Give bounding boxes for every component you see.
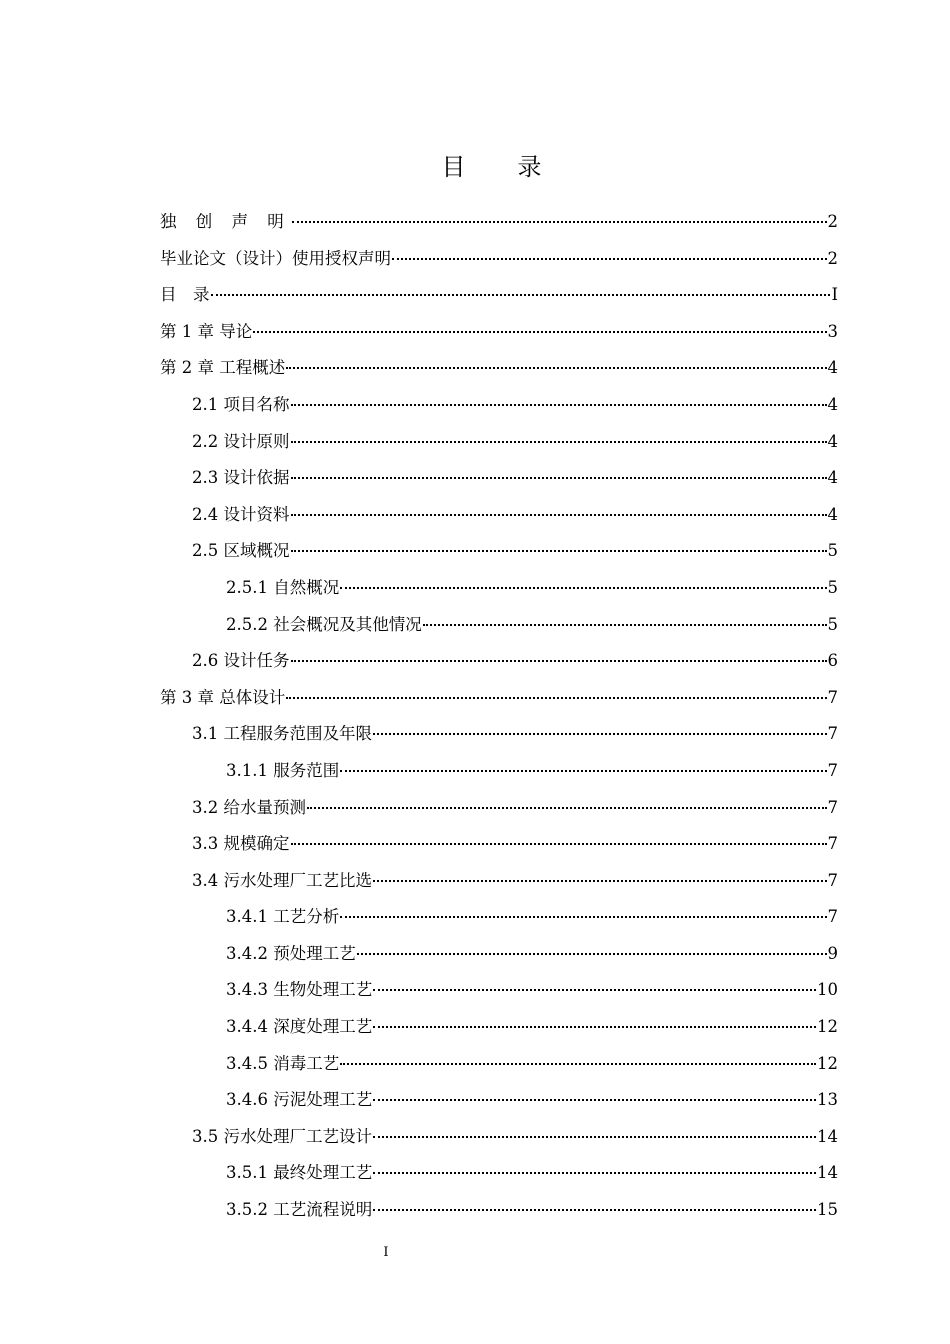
toc-leader-dots (373, 1026, 816, 1028)
toc-leader-dots (373, 880, 827, 882)
toc-leader-dots (340, 770, 826, 772)
toc-entry[interactable] (160, 460, 838, 497)
toc-entry-page: 7 (827, 797, 838, 817)
toc-entry-title: 3.4 污水处理厂工艺比选 (192, 870, 372, 890)
toc-entry[interactable] (160, 1192, 838, 1229)
toc-entry[interactable] (160, 826, 838, 863)
toc-entry-title: 3.3 规模确定 (192, 834, 290, 854)
toc-entry[interactable] (160, 424, 838, 461)
toc-leader-dots (340, 587, 826, 589)
toc-entry-title: 2.5 区域概况 (192, 541, 290, 561)
toc-leader-dots (286, 367, 826, 369)
toc-entry[interactable] (160, 753, 838, 790)
toc-leader-dots (373, 1136, 816, 1138)
toc-entry-title: 3.5.2 工艺流程说明 (226, 1200, 373, 1220)
toc-entry-page: 2 (827, 212, 838, 231)
toc-entry-page: 15 (817, 1200, 838, 1220)
footer-page-number: I (383, 1245, 389, 1260)
toc-entry[interactable] (160, 1155, 838, 1192)
toc-entry[interactable] (160, 570, 838, 607)
toc-entry[interactable] (160, 716, 838, 753)
toc-entry[interactable] (160, 350, 838, 387)
toc-entry-title: 2.1 项目名称 (192, 394, 290, 414)
toc-entry[interactable] (160, 643, 838, 680)
toc-entry[interactable] (160, 277, 838, 314)
toc-leader-dots (211, 294, 831, 296)
toc-entry-page: I (831, 285, 838, 305)
toc-entry[interactable] (160, 387, 838, 424)
toc-entry-title: 3.1 工程服务范围及年限 (192, 724, 372, 744)
toc-entry-title: 2.5.1 自然概况 (226, 577, 340, 597)
toc-entry-title: 3.4.5 消毒工艺 (226, 1053, 340, 1073)
toc-leader-dots (373, 1099, 816, 1101)
toc-leader-dots (291, 477, 827, 479)
toc-entry-page: 7 (827, 760, 838, 780)
toc-leader-dots (291, 404, 827, 406)
toc-leader-dots (292, 221, 827, 223)
toc-entry-title: 3.4.3 生物处理工艺 (226, 980, 373, 1000)
toc-entry-page: 7 (827, 907, 838, 927)
toc-entry-page: 14 (817, 1163, 838, 1183)
toc-entry-title: 第 2 章 工程概述 (160, 358, 286, 378)
toc-entry-title: 2.4 设计资料 (192, 504, 290, 524)
toc-entry-title: 毕业论文（设计）使用授权声明 (160, 248, 391, 268)
toc-entry-title: 2.5.2 社会概况及其他情况 (226, 614, 422, 634)
toc-entry-page: 12 (817, 1053, 838, 1073)
toc-entry[interactable] (160, 1009, 838, 1046)
toc-leader-dots (340, 916, 826, 918)
toc-entry-page: 10 (817, 980, 838, 1000)
toc-leader-dots (307, 807, 827, 809)
toc-entry-title: 3.4.4 深度处理工艺 (226, 1017, 373, 1037)
toc-entry-page: 7 (827, 687, 838, 707)
toc-entry[interactable] (160, 936, 838, 973)
toc-entry-page: 4 (827, 394, 838, 414)
toc-entry-page: 13 (817, 1090, 838, 1110)
toc-entry[interactable] (160, 204, 838, 241)
toc-entry-title: 3.4.1 工艺分析 (226, 907, 340, 927)
toc-entry-page: 2 (827, 248, 838, 268)
toc-leader-dots (291, 550, 827, 552)
toc-leader-dots (373, 733, 827, 735)
toc-entry-page: 7 (827, 834, 838, 854)
toc-entry-page: 3 (827, 321, 838, 341)
toc-leader-dots (291, 514, 827, 516)
toc-entry-page: 5 (827, 577, 838, 597)
toc-leader-dots (291, 441, 827, 443)
toc-leader-dots (357, 953, 827, 955)
toc-entry[interactable] (160, 497, 838, 534)
toc-entry-page: 9 (827, 943, 838, 963)
toc-leader-dots (286, 697, 826, 699)
toc-leader-dots (291, 660, 827, 662)
table-of-contents (160, 204, 838, 1229)
toc-entry[interactable] (160, 1119, 838, 1156)
toc-entry-title: 目 录 (160, 285, 210, 305)
toc-entry-title: 3.2 给水量预测 (192, 797, 306, 817)
toc-leader-dots (373, 1209, 816, 1211)
toc-entry[interactable] (160, 790, 838, 827)
toc-entry-title: 3.4.2 预处理工艺 (226, 943, 356, 963)
toc-entry-title: 3.1.1 服务范围 (226, 760, 340, 780)
toc-entry[interactable] (160, 972, 838, 1009)
toc-entry-title: 2.6 设计任务 (192, 651, 290, 671)
toc-entry-title: 独 创 声 明 (160, 212, 291, 231)
toc-entry[interactable] (160, 533, 838, 570)
toc-entry-page: 7 (827, 724, 838, 744)
toc-leader-dots (392, 258, 827, 260)
page-title: 目 录 (441, 153, 556, 181)
toc-leader-dots (340, 1063, 816, 1065)
toc-entry-title: 3.5 污水处理厂工艺设计 (192, 1126, 372, 1146)
toc-entry[interactable] (160, 680, 838, 717)
toc-entry-page: 14 (817, 1126, 838, 1146)
toc-entry-title: 第 1 章 导论 (160, 321, 253, 341)
toc-leader-dots (423, 624, 827, 626)
toc-entry-title: 第 3 章 总体设计 (160, 687, 286, 707)
toc-leader-dots (373, 1172, 816, 1174)
toc-entry[interactable] (160, 899, 838, 936)
toc-entry-page: 7 (827, 870, 838, 890)
toc-entry-page: 4 (827, 358, 838, 378)
toc-entry-title: 2.3 设计依据 (192, 468, 290, 488)
toc-entry[interactable] (160, 607, 838, 644)
toc-entry-page: 4 (827, 431, 838, 451)
toc-entry-title: 2.2 设计原则 (192, 431, 290, 451)
toc-entry-title: 3.4.6 污泥处理工艺 (226, 1090, 373, 1110)
toc-entry-page: 5 (827, 541, 838, 561)
toc-entry-page: 5 (827, 614, 838, 634)
toc-entry-title: 3.5.1 最终处理工艺 (226, 1163, 373, 1183)
toc-leader-dots (291, 843, 827, 845)
toc-leader-dots (253, 331, 826, 333)
toc-entry[interactable] (160, 241, 838, 278)
toc-entry-page: 6 (827, 651, 838, 671)
toc-entry-page: 4 (827, 504, 838, 524)
toc-entry-page: 4 (827, 468, 838, 488)
toc-entry[interactable] (160, 1082, 838, 1119)
toc-entry[interactable] (160, 863, 838, 900)
toc-entry[interactable] (160, 314, 838, 351)
toc-leader-dots (373, 989, 816, 991)
toc-entry-page: 12 (817, 1017, 838, 1037)
toc-entry[interactable] (160, 1046, 838, 1083)
